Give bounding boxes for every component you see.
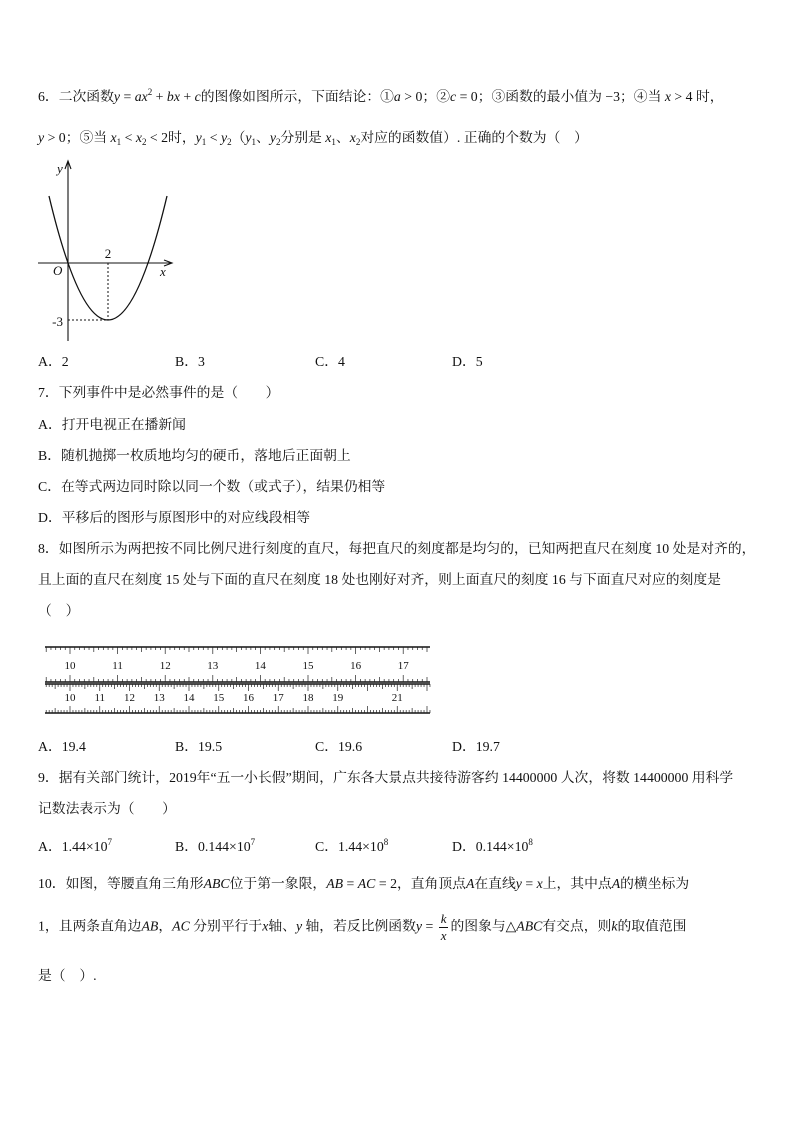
subscript: 1 xyxy=(201,137,207,147)
text-run: 位于第一象限， xyxy=(229,876,327,891)
math-symbol: c xyxy=(194,89,201,104)
bottom-ruler-label: 10 xyxy=(64,692,76,704)
bottom-ruler-label: 21 xyxy=(391,692,403,704)
math-symbol: AB xyxy=(141,918,159,934)
superscript: 8 xyxy=(383,837,389,847)
q6-option-c: C．4 xyxy=(315,354,345,369)
text-run: 在直线 xyxy=(474,876,516,891)
top-ruler-label: 13 xyxy=(207,660,219,672)
text-run: 轴、 xyxy=(268,918,296,934)
text-run: > 4 时， xyxy=(670,89,724,104)
subscript: 1 xyxy=(116,137,122,147)
top-ruler-label: 11 xyxy=(112,660,123,672)
math-symbol: y xyxy=(38,130,45,145)
q7-stem: 7．下列事件中是必然事件的是（ ） xyxy=(38,385,280,400)
q10-stem-line-1 xyxy=(38,875,689,893)
bottom-ruler-label: 17 xyxy=(272,692,284,704)
subscript: 2 xyxy=(227,137,232,147)
top-ruler-label: 15 xyxy=(302,660,314,672)
text-run: 上，其中点 xyxy=(542,876,612,891)
math-symbol: AC xyxy=(357,876,376,891)
bottom-ruler-label: 16 xyxy=(243,692,254,704)
text-run: 的图象与△ xyxy=(450,918,517,934)
text-run: = xyxy=(343,876,358,891)
q6-option-d: D．5 xyxy=(452,354,483,369)
text-run: C．1.44×10 xyxy=(315,839,384,854)
q7-option-b: B．随机抛掷一枚质地均匀的硬币，落地后正面朝上 xyxy=(38,448,351,463)
subscript: 1 xyxy=(331,137,336,147)
bottom-ruler-label: 14 xyxy=(183,692,195,704)
math-symbol: x xyxy=(664,89,671,104)
origin-label: O xyxy=(53,263,63,278)
text-run: 的横坐标为 xyxy=(620,876,690,891)
x-axis-label: x xyxy=(160,264,166,279)
math-symbol: y xyxy=(220,130,228,145)
q8-option-a: A．19.4 xyxy=(38,739,86,754)
math-symbol: ABC xyxy=(203,876,230,891)
q7-option-d: D．平移后的图形与原图形中的对应线段相等 xyxy=(38,510,311,525)
q6-option-b: B．3 xyxy=(175,354,205,369)
text-run: 1，且两条直角边 xyxy=(38,918,142,934)
q9-option-b xyxy=(175,838,255,856)
math-symbol: a xyxy=(393,89,401,104)
ruler-figure xyxy=(40,640,435,720)
math-symbol: AC xyxy=(172,918,190,934)
text-run: = xyxy=(521,876,537,891)
text-run: （ xyxy=(231,130,246,145)
q8-stem-line-1: 8．如图所示为两把按不同比例尺进行刻度的直尺，每把直尺的刻度都是均匀的，已知两把直尺在刻度 10 处是对齐的， xyxy=(38,541,756,556)
q6-stem-line-2 xyxy=(38,129,588,147)
text-run: B．0.144×10 xyxy=(175,839,251,854)
text-run: = 2，直角顶点 xyxy=(375,876,466,891)
q8-option-c: C．19.6 xyxy=(315,739,363,754)
text-run: + xyxy=(152,89,167,104)
x-tick-label: 2 xyxy=(104,246,112,261)
text-run: 的取值范围 xyxy=(617,918,687,934)
math-symbol: x xyxy=(110,130,117,145)
bottom-ruler-label: 11 xyxy=(94,692,106,704)
math-symbol: y xyxy=(415,918,423,934)
fraction-numerator: k xyxy=(440,911,447,926)
text-run: = xyxy=(120,89,135,104)
q10-stem-line-2 xyxy=(38,912,686,942)
top-ruler-label: 12 xyxy=(159,660,171,672)
text-run: ， xyxy=(158,918,173,934)
q10-stem-line-3: 是（ ）. xyxy=(38,968,97,983)
math-symbol: ax xyxy=(134,89,148,104)
text-run: 10．如图，等腰直角三角形 xyxy=(38,876,204,891)
fraction xyxy=(439,912,449,942)
bottom-ruler-label: 12 xyxy=(124,692,135,704)
text-run: > 0；② xyxy=(400,89,450,104)
subscript: 2 xyxy=(141,137,147,147)
parabola-graph xyxy=(30,155,180,345)
y-axis-label: y xyxy=(57,161,63,176)
text-run: < xyxy=(206,130,221,145)
math-symbol: AB xyxy=(326,876,344,891)
text-run: 分别是 xyxy=(280,130,326,145)
y-tick-label: -3 xyxy=(52,314,63,329)
subscript: 1 xyxy=(251,137,257,147)
superscript: 7 xyxy=(107,837,112,847)
math-symbol: bx xyxy=(166,89,180,104)
math-symbol: y xyxy=(515,876,522,891)
text-run: 对应的函数值）. 正确的个数为（ ） xyxy=(360,130,588,145)
text-run: 有交点，则 xyxy=(542,918,612,934)
q9-option-d xyxy=(452,838,533,856)
q8-stem-line-3: （ ） xyxy=(38,603,80,618)
text-run: 轴，若反比例函数 xyxy=(302,918,416,934)
superscript: 8 xyxy=(528,837,533,847)
subscript: 2 xyxy=(275,137,281,147)
bottom-ruler-label: 15 xyxy=(213,692,225,704)
top-ruler-label: 14 xyxy=(254,660,266,672)
bottom-ruler-label: 19 xyxy=(332,692,344,704)
superscript: 2 xyxy=(147,87,153,97)
q9-stem-line-2: 记数法表示为（ ） xyxy=(38,801,176,816)
math-symbol: y xyxy=(295,918,303,934)
q9-option-a xyxy=(38,838,112,856)
fraction-denominator: x xyxy=(440,927,447,943)
q7-option-a: A．打开电视正在播新闻 xyxy=(38,417,186,432)
math-symbol: x xyxy=(349,130,356,145)
text-run: 分别平行于 xyxy=(189,918,263,934)
math-symbol: A xyxy=(611,876,621,891)
text-run: = xyxy=(422,918,437,934)
math-symbol: x xyxy=(325,130,332,145)
top-ruler-label: 10 xyxy=(64,660,76,672)
top-ruler-label: 17 xyxy=(397,660,409,672)
q8-option-d: D．19.7 xyxy=(452,739,500,754)
math-symbol: y xyxy=(195,130,202,145)
text-run: 、 xyxy=(335,130,350,145)
text-run: A．1.44×10 xyxy=(38,839,108,854)
text-run: 6．二次函数 xyxy=(38,89,114,104)
text-run: + xyxy=(179,89,195,104)
math-symbol: x xyxy=(135,130,142,145)
q9-option-c xyxy=(315,838,388,856)
q6-stem-line-1 xyxy=(38,88,724,106)
q9-stem-line-1: 9．据有关部门统计，2019年“五一小长假”期间，广东各大景点共接待游客约 14400000 人次，将数 14400000 用科学 xyxy=(38,770,734,785)
subscript: 2 xyxy=(355,137,361,147)
top-ruler-label: 16 xyxy=(350,660,362,672)
q8-option-b: B．19.5 xyxy=(175,739,223,754)
math-symbol: A xyxy=(465,876,475,891)
math-symbol: x xyxy=(262,918,269,934)
math-symbol: y xyxy=(245,130,252,145)
superscript: 7 xyxy=(250,837,256,847)
bottom-ruler-label: 18 xyxy=(302,692,314,704)
math-symbol: ABC xyxy=(516,918,543,934)
math-symbol: y xyxy=(269,130,276,145)
text-run: < xyxy=(121,130,136,145)
bottom-ruler-label: 13 xyxy=(153,692,165,704)
q7-option-c: C．在等式两边同时除以同一个数（或式子），结果仍相等 xyxy=(38,479,386,494)
q8-stem-line-2: 且上面的直尺在刻度 15 处与下面的直尺在刻度 18 处也刚好对齐，则上面直尺的刻度 16 与下面直尺对应的刻度是 xyxy=(38,572,721,587)
text-run: < 2时， xyxy=(146,130,196,145)
math-symbol: k xyxy=(611,918,618,934)
q6-option-a: A．2 xyxy=(38,354,69,369)
text-run: 的图像如图所示，下面结论：① xyxy=(200,89,394,104)
text-run: = 0；③函数的最小值为 −3；④当 xyxy=(456,89,665,104)
math-symbol: y xyxy=(113,89,121,104)
math-symbol: c xyxy=(450,89,457,104)
text-run: 、 xyxy=(256,130,270,145)
text-run: > 0；⑤当 xyxy=(44,130,111,145)
math-symbol: x xyxy=(536,876,543,891)
text-run: D．0.144×10 xyxy=(452,839,529,854)
